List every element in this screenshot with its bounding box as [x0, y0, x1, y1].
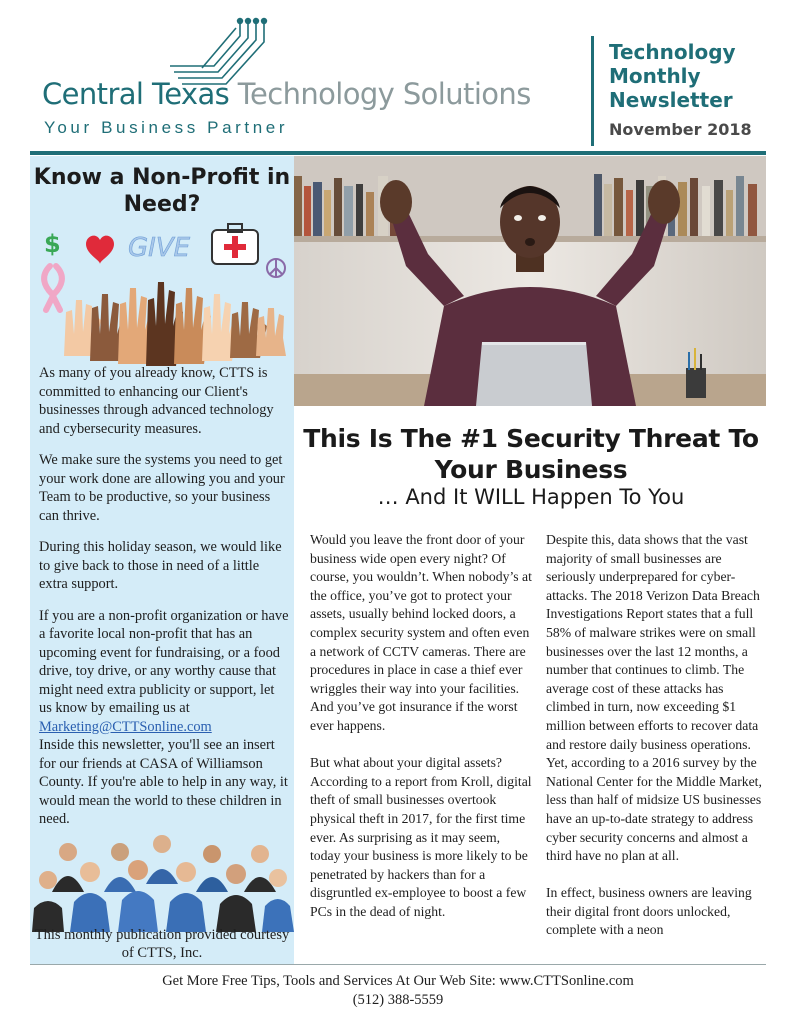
article-headline: This Is The #1 Security Threat To Your Business — [303, 424, 759, 484]
sidebar-title: Know a Non-Profit in Need? — [33, 165, 291, 217]
give-word: GIVE — [128, 233, 191, 263]
footer — [0, 972, 796, 1009]
footer-phone: (512) 388-5559 — [352, 991, 444, 1008]
company-tagline: Your Business Partner — [44, 118, 289, 137]
header-divider — [591, 36, 594, 146]
article-column-1 — [310, 531, 532, 963]
article-paragraph: In effect, business owners are leaving their digital front doors unlocked, complete with a neon — [546, 885, 752, 938]
header-rule — [30, 151, 766, 155]
article-paragraph: But what about your digital assets? According to a report from Kroll, digital theft of small businesses overtook physical theft in 2017, for the first time ever. As surprising as it may seem, today your business is more likely to be penetrated by hackers than for a disgruntled ex-employee to boost a few PCs in the dead of night. — [310, 755, 532, 919]
awareness-ribbon-icon — [44, 266, 62, 310]
company-name-primary: Central Texas — [42, 77, 230, 111]
shocked-man-laptop-photo — [294, 156, 766, 406]
sidebar-panel — [30, 156, 294, 964]
first-aid-kit-icon — [212, 224, 258, 264]
company-name — [42, 76, 531, 112]
sidebar-paragraph: Inside this newsletter, you'll see an insert for our friends at CASA of Williamson County. If you're able to help in any way, it would mean the world to these children in need. — [39, 737, 288, 827]
footer-rule — [30, 964, 766, 965]
heart-icon — [86, 236, 114, 264]
dollar-icon: $ — [44, 230, 61, 258]
article-paragraph: Despite this, data shows that the vast majority of small businesses are seriously underprepared for cyber-attacks. The 2018 Verizon Data Breach Investigations Report states that a full 58% of malware strikes were on small businesses over the last 12 months, a number that continues to climb. The average cost of these attacks has climbed in turn, now exceeding $1 million between efforts to recover data and restore daily business operations. Yet, according to a 2016 survey by the National Center for the Middle Market, less than half of midsize US businesses have an up-to-date strategy to address cyber security concerns and almost a third have no plan at all. — [546, 532, 762, 864]
publication-caption: This monthly publication provided courtesy of CTTS, Inc. — [34, 927, 290, 961]
newsletter-date: November 2018 — [609, 120, 752, 139]
peace-sign-icon — [267, 259, 285, 277]
article-subheadline: … And It WILL Happen To You — [377, 485, 685, 509]
sidebar-paragraph: As many of you already know, CTTS is committed to enhancing our Client's businesses through advanced technology and cybersecurity measures. — [39, 365, 274, 437]
company-name-secondary: Technology Solutions — [237, 77, 531, 111]
sidebar-paragraph: We make sure the systems you need to get your work done are allowing you and your Team to be productive, so your business can thrive. — [39, 452, 285, 524]
marketing-email-link[interactable]: Marketing@CTTSonline.com — [39, 718, 212, 735]
article-column-2 — [546, 531, 768, 963]
sidebar-body — [39, 364, 289, 842]
article-paragraph: Would you leave the front door of your business wide open every night? Of course, you wouldn’t. When nobody’s at the office, you’ve got to protect your assets, usually behind locked doors, a complex security system and often even a network of CCTV cameras. There are procedures in place in case a thief ever wriggles their way into your facilities. And you’ve got insurance if the worst ever happens. — [310, 532, 532, 733]
team-photo — [32, 832, 294, 932]
sidebar-paragraph: During this holiday season, we would like to give back to those in need of a little extra support. — [39, 539, 282, 592]
footer-website-line: Get More Free Tips, Tools and Services At Our Web Site: www.CTTSonline.com — [162, 973, 634, 989]
sidebar-paragraph: If you are a non-profit organization or have a favorite local non-profit that has an upcoming event for fundraising, or a food drive, toy drive, or any worthy cause that might need extra publicity or support, let us know by emailing us at — [39, 607, 289, 716]
raised-hands-group — [64, 282, 286, 366]
newsletter-title: Technology Monthly Newsletter — [609, 40, 736, 112]
